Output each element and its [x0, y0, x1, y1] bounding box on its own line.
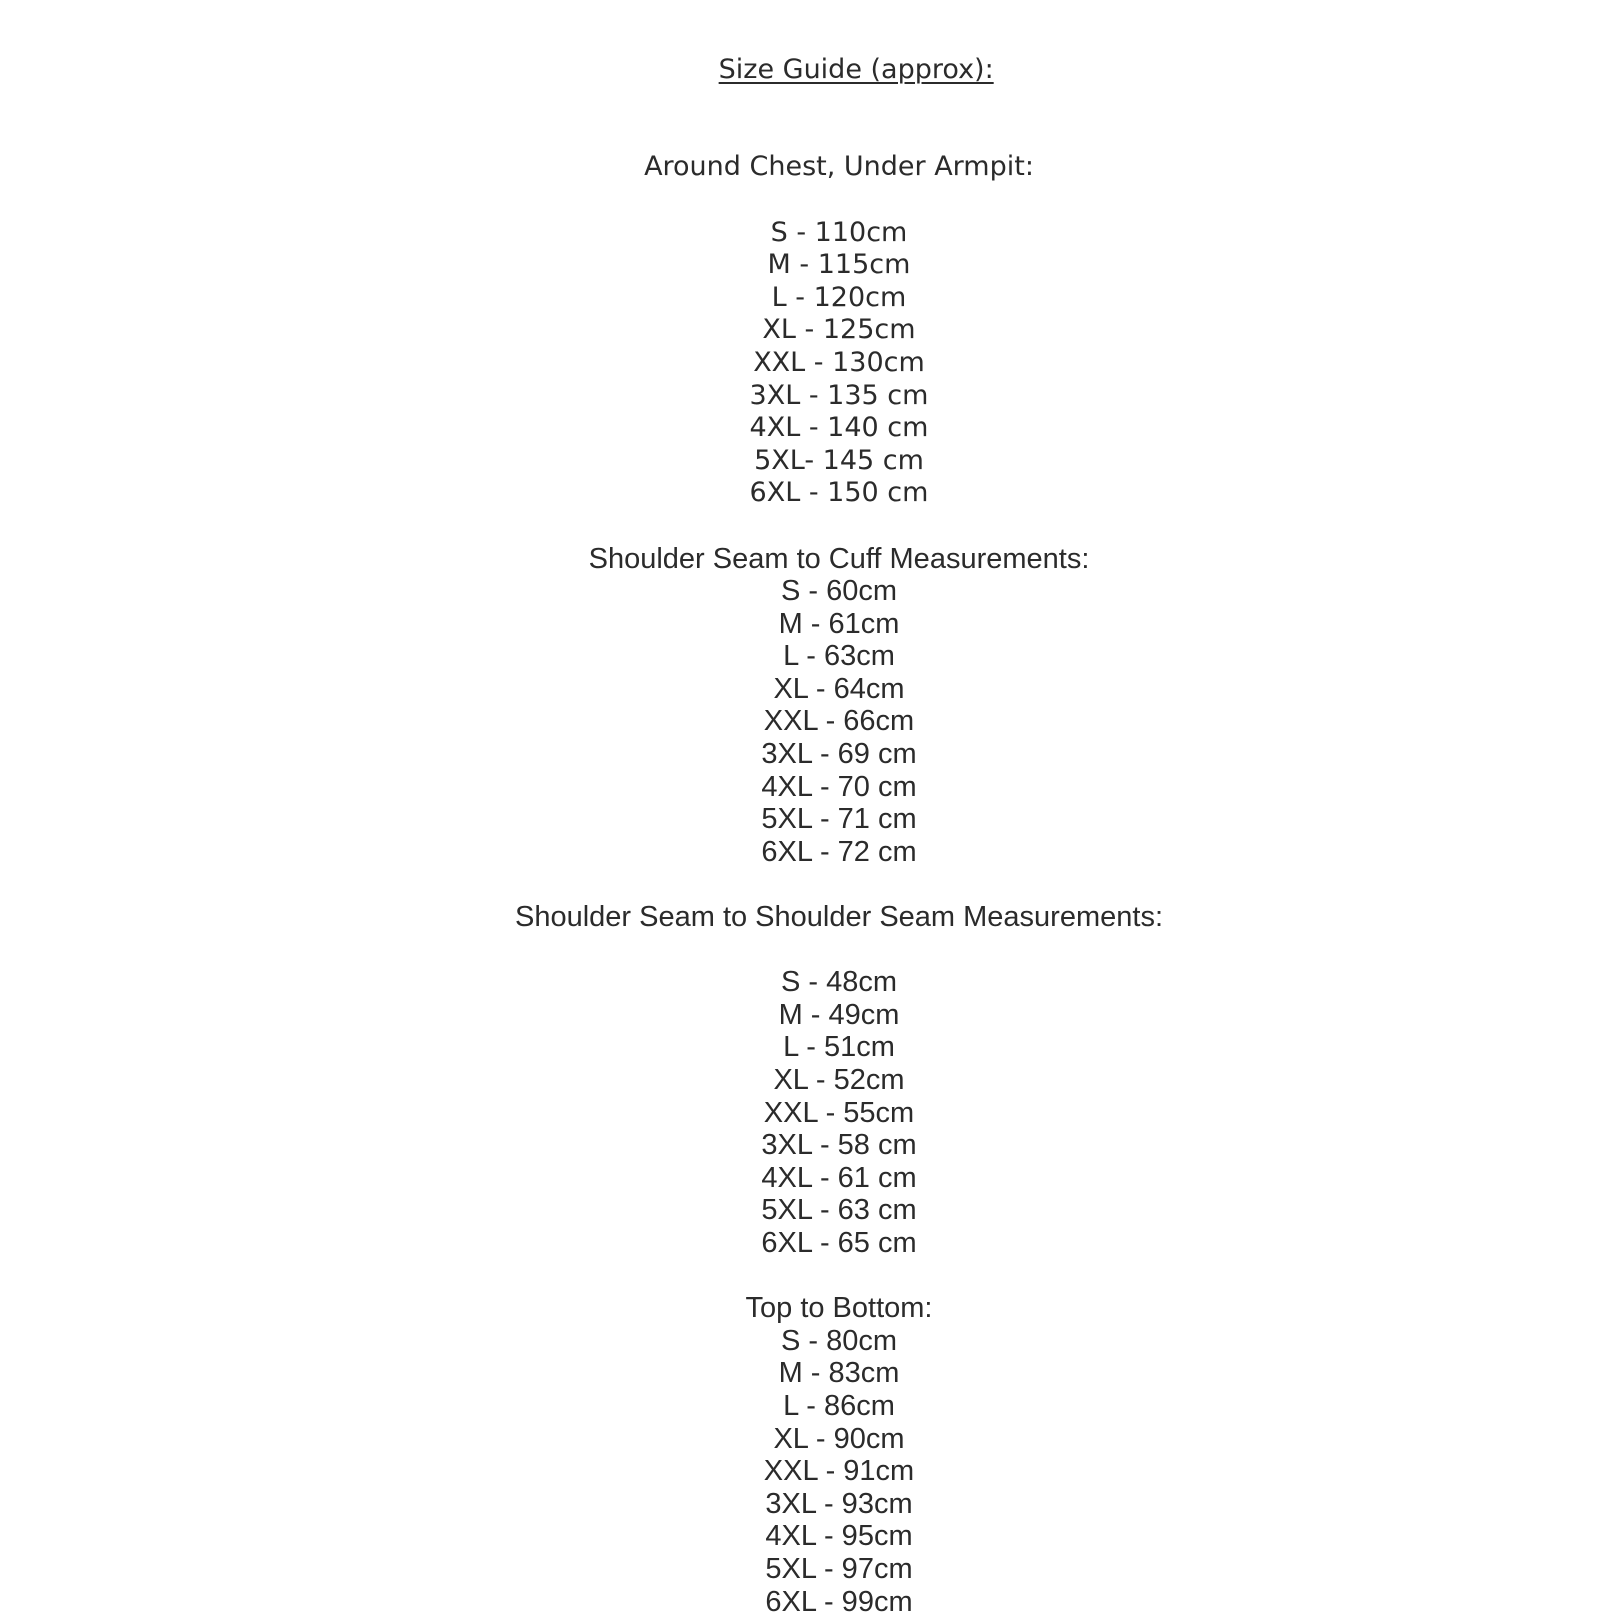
section-heading: Around Chest, Under Armpit: [78, 151, 1600, 184]
size-row: 5XL- 145 cm [78, 445, 1600, 478]
size-row: S - 60cm [78, 575, 1600, 608]
size-row: L - 51cm [78, 1031, 1600, 1064]
size-row: M - 61cm [78, 608, 1600, 641]
blank-line [78, 1260, 1600, 1293]
size-row: 5XL - 97cm [78, 1553, 1600, 1586]
size-row: XL - 64cm [78, 673, 1600, 706]
size-row: 6XL - 65 cm [78, 1227, 1600, 1260]
size-row: 3XL - 135 cm [78, 380, 1600, 413]
size-row: M - 49cm [78, 999, 1600, 1032]
blank-line [78, 119, 1600, 152]
size-row: L - 120cm [78, 282, 1600, 315]
size-row: XXL - 55cm [78, 1097, 1600, 1130]
size-row: S - 48cm [78, 966, 1600, 999]
page-title-text: Size Guide (approx): [719, 54, 994, 85]
size-row: 3XL - 69 cm [78, 738, 1600, 771]
size-row: 5XL - 71 cm [78, 803, 1600, 836]
size-row: XL - 52cm [78, 1064, 1600, 1097]
blank-line [78, 868, 1600, 901]
size-row: 5XL - 63 cm [78, 1194, 1600, 1227]
size-row: 6XL - 72 cm [78, 836, 1600, 869]
size-row: 3XL - 58 cm [78, 1129, 1600, 1162]
blank-line [78, 184, 1600, 217]
size-row: 4XL - 140 cm [78, 412, 1600, 445]
size-row: XXL - 91cm [78, 1455, 1600, 1488]
size-row: XXL - 130cm [78, 347, 1600, 380]
blank-line [78, 510, 1600, 543]
size-row: XXL - 66cm [78, 705, 1600, 738]
size-row: M - 115cm [78, 249, 1600, 282]
size-row: M - 83cm [78, 1357, 1600, 1390]
size-guide-sections [78, 119, 1600, 1618]
size-row: S - 110cm [78, 217, 1600, 250]
size-row: L - 86cm [78, 1390, 1600, 1423]
size-row: 4XL - 95cm [78, 1520, 1600, 1553]
section-heading: Shoulder Seam to Shoulder Seam Measurements: [78, 901, 1600, 934]
size-row: 6XL - 99cm [78, 1586, 1600, 1618]
section-heading: Top to Bottom: [78, 1292, 1600, 1325]
size-row: XL - 90cm [78, 1423, 1600, 1456]
size-row: XL - 125cm [78, 314, 1600, 347]
section-heading: Shoulder Seam to Cuff Measurements: [78, 543, 1600, 576]
size-row: L - 63cm [78, 640, 1600, 673]
blank-line [78, 934, 1600, 967]
size-row: 6XL - 150 cm [78, 477, 1600, 510]
size-row: 4XL - 61 cm [78, 1162, 1600, 1195]
page-title [78, 21, 1600, 119]
size-row: 4XL - 70 cm [78, 771, 1600, 804]
size-row: S - 80cm [78, 1325, 1600, 1358]
size-row: 3XL - 93cm [78, 1488, 1600, 1521]
